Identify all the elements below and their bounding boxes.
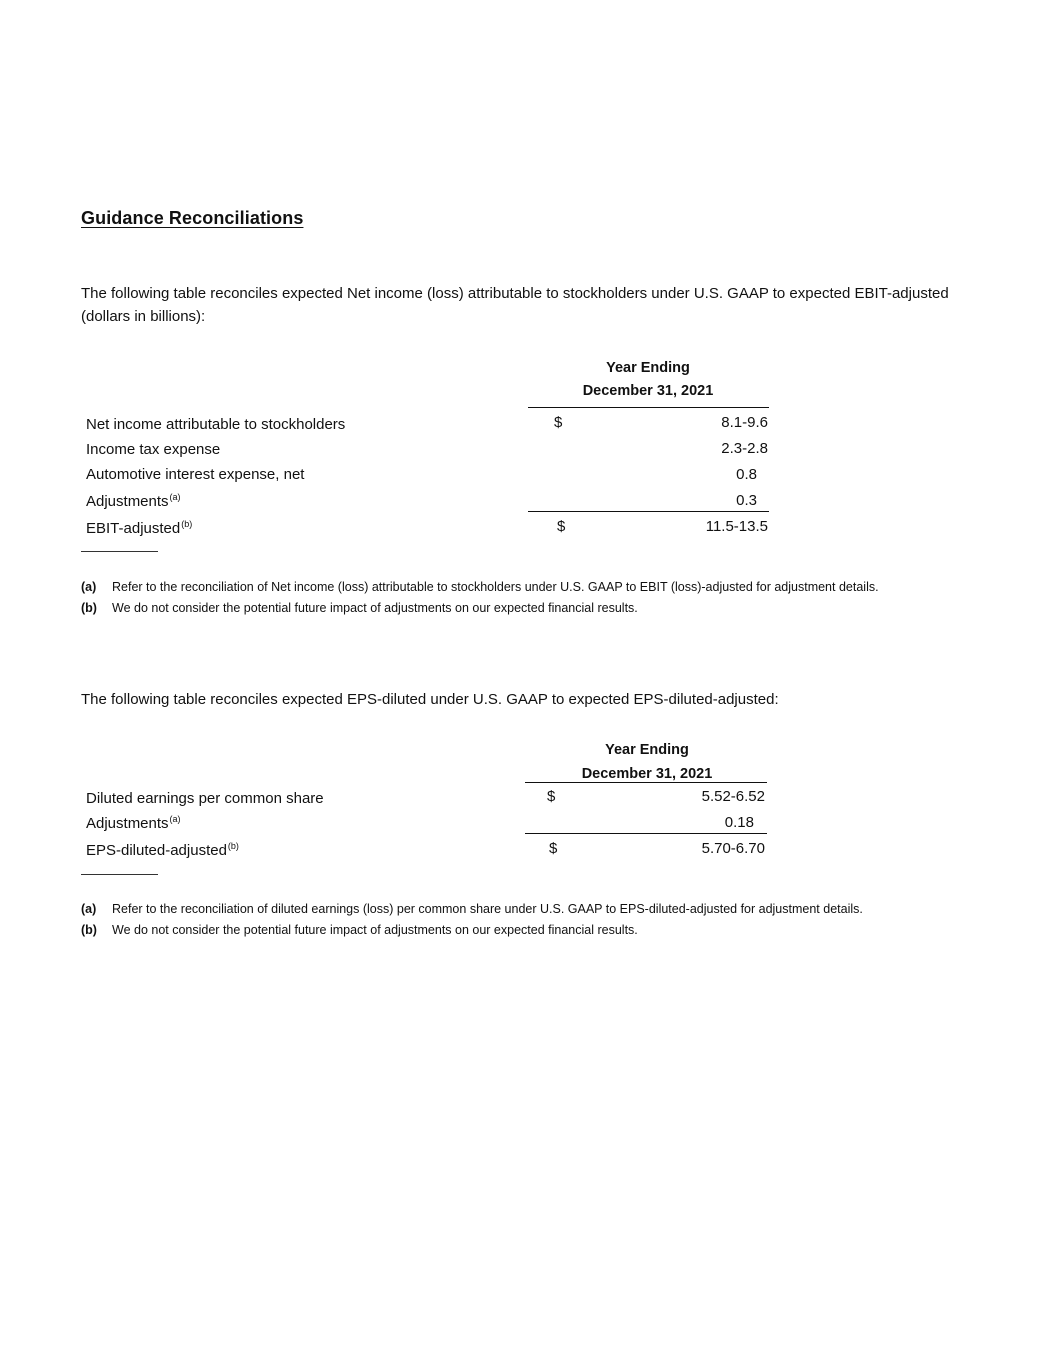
footnote-text: We do not consider the potential future impact of adjustments on our expected financial results. [112, 601, 638, 615]
footnote-marker: (b) [81, 923, 97, 937]
table-row-currency: $ [549, 840, 558, 857]
table-row-label [86, 519, 192, 537]
table-row-label: Net income attributable to stockholders [86, 416, 346, 433]
section2-header-date: December 31, 2021 [581, 766, 713, 782]
table-row-label: Automotive interest expense, net [86, 466, 305, 483]
footnote-separator [81, 551, 158, 552]
table-row-currency: $ [547, 788, 556, 805]
section2-header-year-ending: Year Ending [605, 742, 689, 758]
table-row-currency: $ [557, 518, 566, 535]
footnote-marker: (a) [81, 580, 97, 594]
table-row-label: Income tax expense [86, 441, 221, 458]
row-label-text: EBIT-adjusted [86, 520, 181, 537]
table-row-currency: $ [554, 414, 563, 431]
footnote [81, 902, 863, 916]
footnote [81, 923, 638, 937]
footnote-text: Refer to the reconciliation of diluted earnings (loss) per common share under U.S. GAAP to EPS-diluted-adjusted for adjustment details. [112, 902, 863, 916]
section2-intro: The following table reconciles expected EPS-diluted under U.S. GAAP to expected EPS-diluted-adjusted: [81, 691, 779, 708]
table-row-label [86, 492, 181, 510]
table-row-value: 0.3 [736, 492, 757, 509]
table-row-value: 2.3-2.8 [721, 440, 768, 457]
table-row-value: 5.52-6.52 [701, 788, 765, 805]
table-row-value: 0.18 [724, 814, 754, 831]
footnote-marker: (b) [81, 601, 97, 615]
table-row-value: 5.70-6.70 [701, 840, 765, 857]
section1-header-rule [528, 407, 769, 408]
footnote-text: Refer to the reconciliation of Net income (loss) attributable to stockholders under U.S. GAAP to EBIT (loss)-adjusted for adjustment details. [112, 580, 879, 594]
section1-header-date: December 31, 2021 [582, 383, 714, 399]
table-row-value: 0.8 [736, 466, 757, 483]
footnote-ref: (a) [169, 492, 181, 502]
footnote-ref: (b) [227, 841, 239, 851]
table-row-label [86, 841, 239, 859]
section1-intro: The following table reconciles expected Net income (loss) attributable to stockholders under U.S. GAAP to expected EBIT-adjusted (dollars in billions): [81, 285, 949, 325]
row-label-text: Adjustments [86, 493, 169, 510]
section2-subtotal-rule [525, 833, 767, 834]
row-label-text: Adjustments [86, 815, 169, 832]
footnote [81, 580, 879, 594]
footnote-ref: (a) [169, 814, 181, 824]
table-row-label: Diluted earnings per common share [86, 790, 324, 807]
table-row-value: 8.1-9.6 [721, 414, 768, 431]
footnote-ref: (b) [181, 519, 193, 529]
page-title: Guidance Reconciliations [81, 208, 304, 228]
table-row-value: 11.5-13.5 [705, 518, 768, 535]
table-row-label [86, 814, 181, 832]
section1-header-year-ending: Year Ending [606, 360, 690, 376]
footnote [81, 601, 638, 615]
footnote-separator [81, 874, 158, 875]
footnote-text: We do not consider the potential future impact of adjustments on our expected financial results. [112, 923, 638, 937]
section1-subtotal-rule [528, 511, 769, 512]
footnote-marker: (a) [81, 902, 97, 916]
row-label-text: EPS-diluted-adjusted [86, 842, 227, 859]
section2-header-rule [525, 782, 767, 783]
